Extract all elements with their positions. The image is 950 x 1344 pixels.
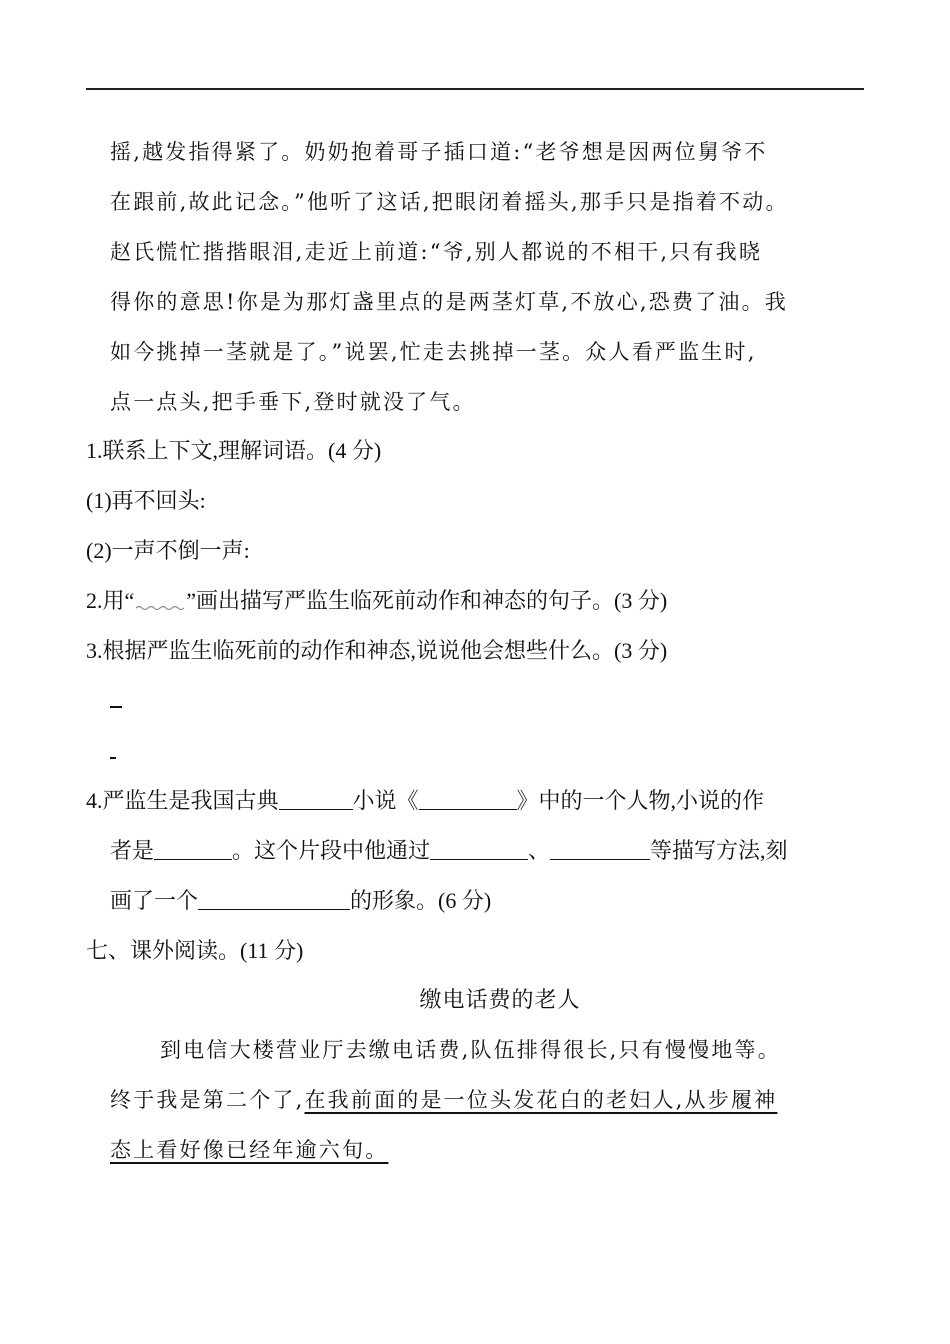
question-2-suffix: ”画出描写严监生临死前动作和神态的句子。(3 分)	[186, 588, 668, 613]
blank-genre[interactable]	[279, 789, 353, 810]
top-rule	[86, 88, 864, 90]
passage-line-1: 摇,越发指得紧了。奶奶抱着哥子插口道:“老爷想是因两位舅爷不	[110, 140, 768, 164]
section-7-heading: 七、课外阅读。(11 分)	[86, 938, 304, 963]
answer-line-1[interactable]	[110, 706, 122, 708]
blank-novel-title[interactable]	[419, 789, 517, 810]
reading-title: 缴电话费的老人	[419, 988, 581, 1013]
wavy-underline-icon	[134, 594, 186, 612]
q4-text-e: 。这个片段中他通过	[232, 838, 431, 863]
question-3: 3.根据严监生临死前的动作和神态,说说他会想些什么。(3 分)	[86, 638, 668, 663]
blank-image[interactable]	[198, 889, 350, 910]
q4-text-d: 者是	[110, 838, 155, 863]
passage-line-4: 得你的意思!你是为那灯盏里点的是两茎灯草,不放心,恐费了油。我	[110, 290, 788, 314]
reading-line-2	[110, 1084, 777, 1114]
q4-text-f: 、	[528, 838, 551, 863]
reading-line-3	[110, 1134, 388, 1164]
q4-text-c: 》中的一个人物,小说的作	[516, 788, 765, 813]
question-2	[86, 584, 667, 615]
question-4-line-2	[110, 834, 788, 865]
q4-text-a: 4.严监生是我国古典	[86, 788, 279, 813]
question-2-prefix: 2.用“	[86, 588, 135, 613]
question-1-part-1: (1)再不回头:	[86, 488, 206, 513]
q4-text-i: 的形象。(6 分)	[350, 888, 492, 913]
reading-line-1: 到电信大楼营业厅去缴电话费,队伍排得很长,只有慢慢地等。	[160, 1038, 781, 1062]
q4-text-g: 等描写方法,刻	[650, 838, 788, 863]
blank-method-2[interactable]	[550, 839, 650, 860]
passage-line-2: 在跟前,故此记念。”他听了这话,把眼闭着摇头,那手只是指着不动。	[110, 190, 789, 214]
blank-method-1[interactable]	[430, 839, 528, 860]
blank-author[interactable]	[154, 839, 232, 860]
answer-line-2[interactable]	[110, 757, 116, 759]
question-4-line-3	[110, 884, 491, 915]
passage-line-3: 赵氏慌忙揩揩眼泪,走近上前道:“爷,别人都说的不相干,只有我晓	[110, 240, 763, 264]
underlined-sentence-part-1: 在我前面的是一位头发花白的老妇人,从步履神	[304, 1088, 778, 1112]
passage-line-5: 如今挑掉一茎就是了。”说罢,忙走去挑掉一茎。众人看严监生时,	[110, 340, 757, 364]
question-1: 1.联系上下文,理解词语。(4 分)	[86, 438, 382, 463]
question-4-line-1	[86, 784, 764, 815]
reading-line-2-plain: 终于我是第二个了,	[110, 1088, 305, 1112]
question-1-part-2: (2)一声不倒一声:	[86, 538, 250, 563]
q4-text-b: 小说《	[352, 788, 419, 813]
underlined-sentence-part-2: 态上看好像已经年逾六旬。	[110, 1138, 389, 1162]
passage-line-6: 点一点头,把手垂下,登时就没了气。	[110, 390, 476, 414]
q4-text-h: 画了一个	[110, 888, 199, 913]
